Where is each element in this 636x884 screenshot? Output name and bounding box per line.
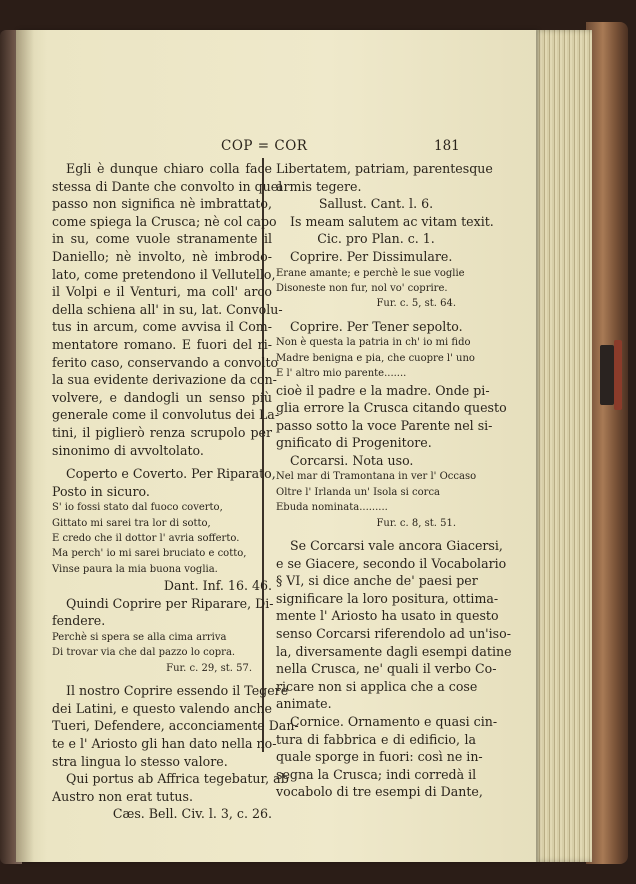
left-column-line: Vinse paura la mia buona voglia. bbox=[52, 563, 218, 575]
left-column-line: lato, come pretendono il Vellutello, bbox=[52, 266, 276, 282]
book-cover-right-edge bbox=[586, 22, 628, 864]
right-column-line: e se Giacere, secondo il Vocabolario bbox=[276, 555, 507, 571]
right-column-line: tura di fabbrica e di edificio, la bbox=[276, 731, 476, 747]
right-column-line: Non è questa la patria in ch' io mi fido bbox=[276, 337, 471, 349]
right-column-line: Oltre l' Irlanda un' Isola si corca bbox=[276, 486, 441, 498]
right-column-line: armis tegere. bbox=[276, 178, 362, 194]
right-column-line: glia errore la Crusca citando questo bbox=[276, 400, 507, 416]
left-column-line: come spiega la Crusca; nè col capo bbox=[52, 213, 277, 229]
right-column bbox=[276, 160, 512, 801]
left-column-line: tus in arcum, come avvisa il Com- bbox=[52, 319, 272, 335]
left-column-line: volvere, e dandogli un senso più bbox=[52, 389, 272, 405]
right-column-line: Madre benigna e pia, che cuopre l' uno bbox=[276, 352, 475, 364]
right-column-line: Is meam salutem ac vitam texit. bbox=[290, 213, 494, 229]
bookmark-ribbon bbox=[614, 340, 622, 410]
right-column-line: Disoneste non fur, nol vo' coprire. bbox=[276, 282, 448, 294]
right-column-line: § VI, si dice anche de' paesi per bbox=[276, 573, 478, 589]
left-column-line: mentatore romano. E fuori del ri- bbox=[52, 336, 272, 352]
left-column-line: Ma perch' io mi sarei bruciato e cotto, bbox=[52, 548, 247, 560]
right-column-line: Libertatem, patriam, parentesque bbox=[276, 161, 493, 176]
left-column-line: Egli è dunque chiaro colla face bbox=[66, 161, 272, 176]
right-column-line: Sallust. Cant. l. 6. bbox=[318, 196, 434, 212]
left-column-line: Di trovar via che dal pazzo lo copra. bbox=[52, 647, 236, 659]
left-column-line: la sua evidente derivazione da con- bbox=[52, 372, 277, 388]
left-column-line: ferito caso, conservando a convolto bbox=[52, 354, 279, 370]
right-column-line: gnificato di Progenitore. bbox=[276, 435, 432, 451]
left-column bbox=[52, 160, 299, 823]
left-column-line: Dant. Inf. 16. 46. bbox=[163, 578, 272, 594]
right-column-line: Se Corcarsi vale ancora Giacersi, bbox=[290, 538, 503, 554]
book-page bbox=[16, 30, 536, 862]
right-column-line: nella Crusca, ne' quali il verbo Co- bbox=[276, 661, 497, 677]
page-edges bbox=[532, 30, 592, 862]
running-title: COP = COR bbox=[221, 138, 308, 154]
left-column-line: stra lingua lo stesso valore. bbox=[52, 753, 228, 769]
right-column-line: quale sporge in fuori: così ne in- bbox=[276, 749, 483, 765]
left-column-line: S' io fossi stato dal fuoco coverto, bbox=[52, 502, 223, 514]
left-column-line: Fur. c. 29, st. 57. bbox=[166, 662, 252, 674]
left-column-line: Austro non erat tutus. bbox=[52, 788, 193, 804]
left-column-line: Perchè si spera se alla cima arriva bbox=[52, 632, 227, 644]
left-column-line: passo non significa nè imbrattato, bbox=[52, 196, 272, 212]
right-column-line: la, diversamente dagli esempi datine bbox=[276, 643, 512, 659]
right-column-line: ricare non si applica che a cose bbox=[276, 678, 478, 694]
right-column-line: Corcarsi. Nota uso. bbox=[290, 452, 414, 468]
left-column-line: Il nostro Coprire essendo il Tegere bbox=[66, 683, 289, 699]
right-column-line: Coprire. Per Tener sepolto. bbox=[290, 318, 463, 334]
page-number: 181 bbox=[434, 138, 460, 154]
right-column-line: Fur. c. 8, st. 51. bbox=[376, 517, 456, 529]
left-column-line: fendere. bbox=[52, 613, 106, 629]
left-column-line: Cæs. Bell. Civ. l. 3, c. 26. bbox=[112, 806, 272, 822]
right-column-line: E l' altro mio parente....... bbox=[276, 368, 407, 380]
left-column-line: in su, come vuole stranamente il bbox=[52, 231, 272, 247]
left-column-line: della schiena all' in su, lat. Convolu- bbox=[52, 301, 283, 317]
left-column-line: generale come il convolutus dei La- bbox=[52, 407, 280, 423]
left-column-line: E credo che il dottor l' avria sofferto. bbox=[52, 533, 240, 545]
left-column-line: Tueri, Defendere, acconciamente Dan- bbox=[52, 718, 299, 734]
right-column-line: cioè il padre e la madre. Onde pi- bbox=[276, 382, 490, 398]
right-column-line: Ebuda nominata......... bbox=[276, 502, 388, 514]
left-column-line: sinonimo di avvoltolato. bbox=[52, 442, 204, 458]
left-column-line: Coperto e Coverto. Per Riparato, bbox=[66, 466, 276, 482]
right-column-line: segna la Crusca; indi corredà il bbox=[276, 766, 477, 782]
left-column-line: te e l' Ariosto gli han dato nella no- bbox=[52, 735, 277, 751]
right-column-line: Fur. c. 5, st. 64. bbox=[376, 298, 456, 310]
right-column-line: Cornice. Ornamento e quasi cin- bbox=[290, 713, 498, 729]
spine-label bbox=[600, 345, 614, 405]
right-column-line: significare la loro positura, ottima- bbox=[276, 590, 499, 606]
right-column-line: Coprire. Per Dissimulare. bbox=[290, 248, 453, 264]
left-column-line: dei Latini, e questo valendo anche bbox=[52, 700, 272, 716]
left-column-line: Gittato mi sarei tra lor di sotto, bbox=[52, 517, 211, 529]
right-column-line: vocabolo di tre esempi di Dante, bbox=[276, 784, 483, 800]
right-column-line: passo sotto la voce Parente nel si- bbox=[276, 417, 493, 433]
page-header bbox=[16, 138, 536, 158]
left-column-line: Quindi Coprire per Riparare, Di- bbox=[66, 595, 274, 611]
right-column-line: mente l' Ariosto ha usato in questo bbox=[276, 608, 499, 624]
left-column-line: Qui portus ab Affrica tegebatur, ab bbox=[66, 771, 289, 787]
right-column-line: senso Corcarsi riferendolo ad un'iso- bbox=[276, 626, 511, 641]
left-column-line: il Volpi e il Venturi, ma coll' arco bbox=[52, 284, 272, 300]
left-column-line: stessa di Dante che convolto in quel bbox=[52, 178, 283, 194]
left-column-line: tini, il piglierò renza scrupolo per bbox=[52, 424, 272, 440]
right-column-line: Erane amante; e perchè le sue voglie bbox=[276, 267, 465, 279]
left-column-line: Daniello; nè involto, nè imbrodo- bbox=[52, 248, 272, 264]
left-column-line: Posto in sicuro. bbox=[52, 483, 150, 499]
right-column-line: Nel mar di Tramontana in ver l' Occaso bbox=[276, 471, 477, 483]
right-column-line: Cic. pro Plan. c. 1. bbox=[317, 231, 435, 247]
right-column-line: animate. bbox=[276, 696, 332, 712]
